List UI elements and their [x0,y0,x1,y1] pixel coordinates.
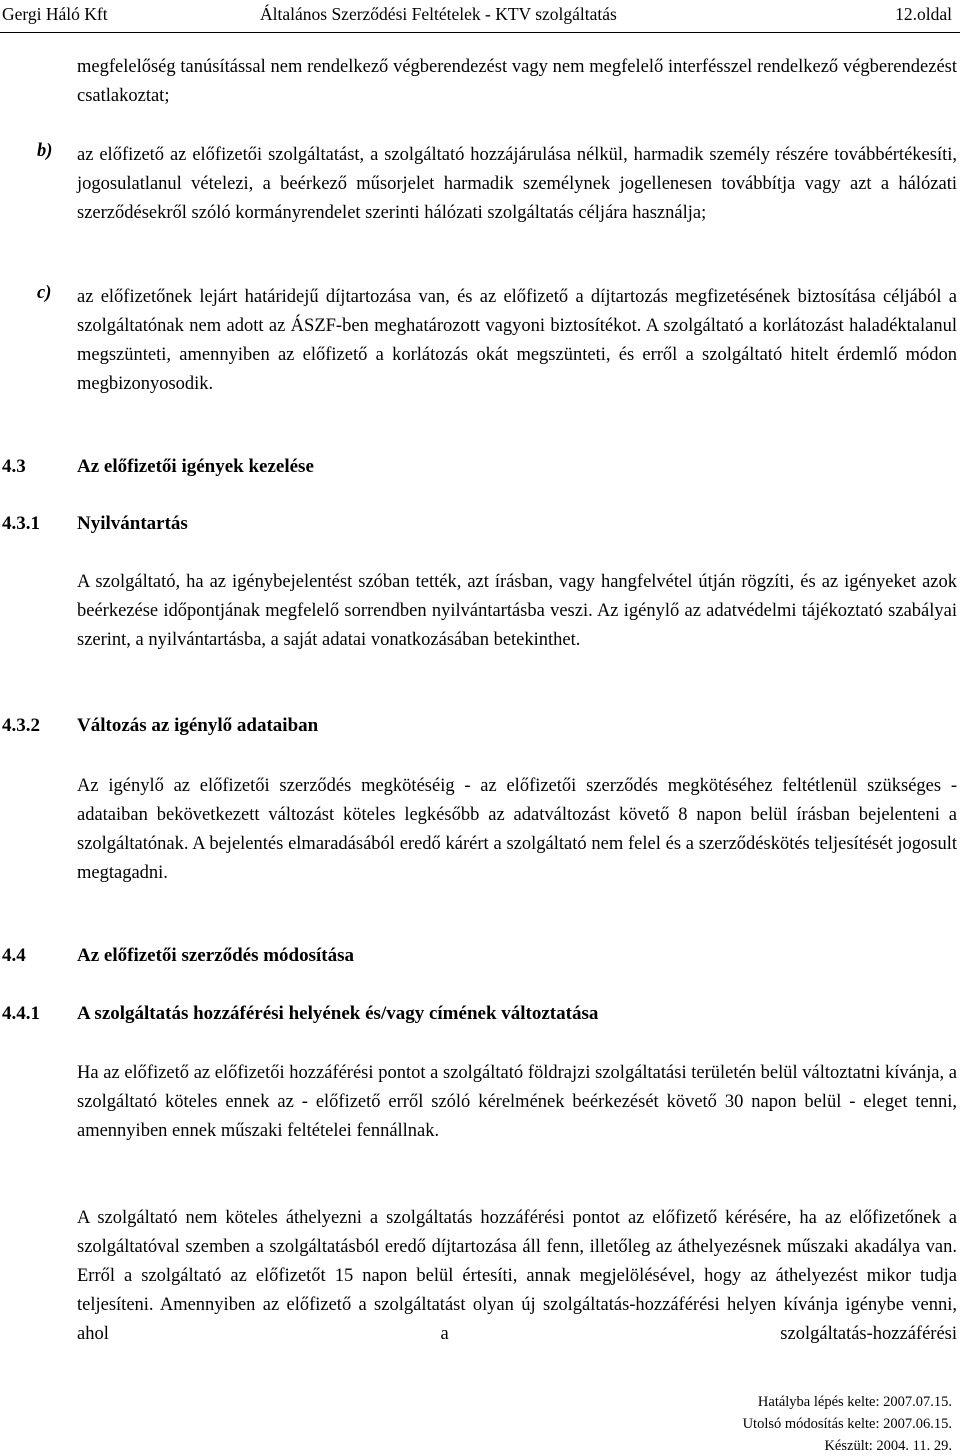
section-4-4-1-paragraph-2: A szolgáltató nem köteles áthelyezni a szolgáltatás hozzáférési pontot az előfizető kérésére, ha az előfizetőnek a szolgáltatóval szemben a szolgáltatásból eredő díjtartozása áll fenn, illetőleg az áthelyezésnek műszaki akadálya van. Erről a szolgáltató az előfizetőt 15 napon belül értesíti, annak megjelölésével, hogy az áthelyezést mikor tudja teljesíteni. Amennyiben az előfizető a szolgáltatást olyan új szolgáltatás-hozzáférési helyen kívánja igénybe venni, ahol a szolgáltatás-hozzáférési [77,1208,957,1344]
item-c-text: az előfizetőnek lejárt határidejű díjtartozása van, és az előfizető a díjtartozás megfizetésének biztosítása céljából a szolgáltatónak nem adott az ÁSZF-ben meghatározott vagyoni biztosítékot. A szolgáltató a korlátozást haladéktalanul megszünteti, amennyiben az előfizető a korlátozás okát megszünteti, és erről a szolgáltató hitelt érdemlő módon megbizonyosodik. [77,287,957,394]
section-4-3-1-title: Nyilvántartás [77,513,188,534]
section-4-4-number: 4.4 [2,945,26,966]
section-4-3-1-number: 4.3.1 [2,513,40,534]
header-page-number: 12.oldal [895,4,952,24]
footer-effective-date: Hatályba lépés kelte: 2007.07.15. [757,1394,952,1410]
header-company: Gergi Háló Kft [2,4,108,24]
item-b-label: b) [37,141,53,161]
footer-created-date: Készült: 2004. 11. 29. [824,1438,952,1454]
section-4-4-1-title: A szolgáltatás hozzáférési helyének és/vagy címének változtatása [77,1003,599,1024]
section-4-4-title: Az előfizetői szerződés módosítása [77,945,355,966]
section-4-3-1-text: A szolgáltató, ha az igénybejelentést szóban tették, azt írásban, vagy hangfelvétel útján rögzíti, és az igényeket azok beérkezése időpontjának megfelelő sorrendben nyilvántartásba veszi. Az igénylő az adatvédelmi tájékoztató szabályai szerint, a nyilvántartásba, a saját adatai vonatkozásában betekinthet. [77,572,957,650]
continuation-paragraph: megfelelőség tanúsítással nem rendelkező végberendezést vagy nem megfelelő interfésszel rendelkező végberendezést csatlakoztat; [77,57,957,106]
header-divider [0,32,960,33]
footer-modified-date: Utolsó módosítás kelte: 2007.06.15. [742,1416,952,1432]
item-b-text: az előfizető az előfizetői szolgáltatást, a szolgáltató hozzájárulása nélkül, harmadik személy részére továbbértékesíti, jogosulatlanul vételezi, a beérkező műsorjelet harmadik személynek jogellenesen továbbítja vagy azt a hálózati szerződésekről szóló kormányrendelet szerinti hálózati szolgáltatás céljára használja; [77,145,957,223]
section-4-3-title: Az előfizetői igények kezelése [77,456,314,477]
item-c-label: c) [37,283,52,303]
header-document-title: Általános Szerződési Feltételek - KTV szolgáltatás [260,4,617,24]
section-4-3-2-text: Az igénylő az előfizetői szerződés megkötéséig - az előfizetői szerződés megkötéséhez feltétlenül szükséges - adataiban bekövetkezett változást köteles legkésőbb az adatváltozást követő 8 napon belül írásban bejelenteni a szolgáltatónak. A bejelentés elmaradásából eredő kárért a szolgáltató nem felel és a szerződéskötés teljesítését jogosult megtagadni. [77,776,957,883]
section-4-3-number: 4.3 [2,456,26,477]
section-4-3-2-title: Változás az igénylő adataiban [77,715,319,736]
section-4-3-2-number: 4.3.2 [2,715,40,736]
section-4-4-1-paragraph-1: Ha az előfizető az előfizetői hozzáférési pontot a szolgáltató földrajzi szolgáltatási területén belül változtatni kívánja, a szolgáltató köteles ennek az - előfizető erről szóló kérelmének beérkezését követő 30 napon belül - eleget tenni, amennyiben ennek műszaki feltételei fennállnak. [77,1063,957,1141]
section-4-4-1-number: 4.4.1 [2,1003,40,1024]
